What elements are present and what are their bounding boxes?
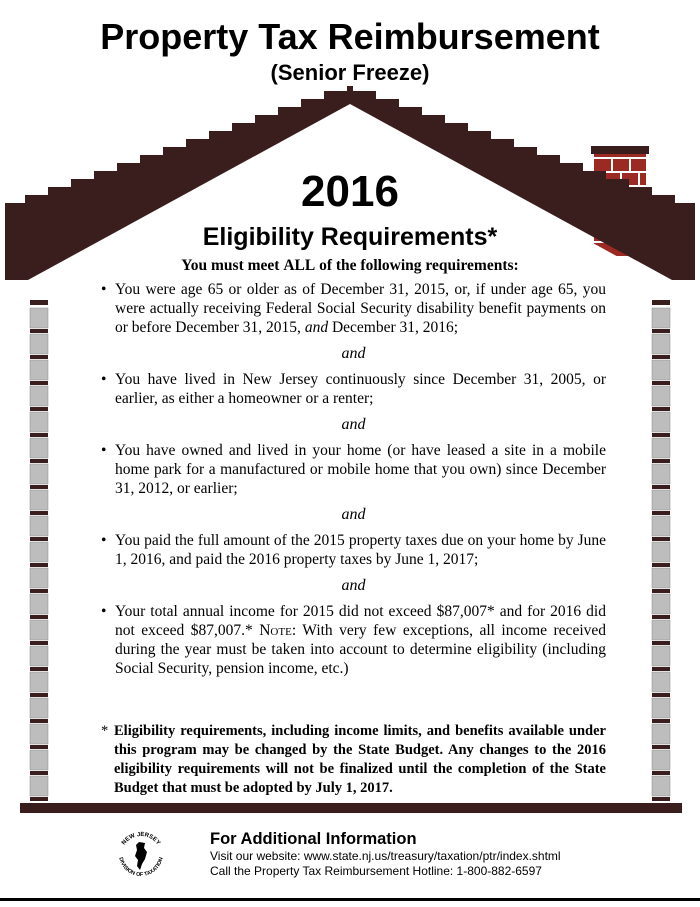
seal-top-text: NEW JERSEY [121, 831, 161, 847]
seal-bottom-text: DIVISION OF TAXATION [117, 856, 165, 879]
new-jersey-icon [135, 842, 147, 870]
requirement-taxes-paid: • You paid the full amount of the 2015 property taxes due on your home by June 1, 2016, and paid the 2016 property taxes by June 1, 2017; [101, 532, 606, 568]
and-separator: and [341, 416, 366, 433]
requirement-income: • Your total annual income for 2015 did not exceed $87,007* and for 2016 did not exceed $87,007.* Note: With very few exceptions, all income received during the year must be taken into account to determine eligibility (including Social Security, pension income, etc.) [101, 603, 607, 677]
and-separator: and [341, 345, 366, 362]
document-subtitle: (Senior Freeze) [270, 60, 430, 85]
footnote: * Eligibility requirements, including income limits, and benefits available under this program may be changed by the State Budget. Any changes to the 2016 eligibility requirements will not be finalized until the completion of the State Budget that must be adopted by July 1, 2017. [101, 723, 606, 796]
document-title: Property Tax Reimbursement [100, 16, 600, 57]
floor-beam [20, 803, 682, 813]
bottom-rule [0, 898, 700, 901]
requirement-ownership: • You have owned and lived in your home (or have leased a site in a mobile home park for a manufactured or mobile home that you own) since December 31, 2012, or earlier; [101, 442, 606, 497]
and-separator: and [341, 577, 366, 594]
footer-info [210, 829, 561, 879]
tax-year: 2016 [301, 167, 399, 216]
requirement-residency: • You have lived in New Jersey continuously since December 31, 2005, or earlier, as either a homeowner or a renter; [101, 371, 606, 407]
and-separator: and [341, 506, 366, 523]
requirements-intro: You must meet ALL of the following requirements: [181, 257, 519, 274]
requirements-list [101, 280, 606, 678]
footer-title: For Additional Information [210, 830, 417, 848]
nj-division-of-taxation-seal [112, 826, 170, 884]
requirement-age: • You were age 65 or older as of December 31, 2015, or, if under age 65, you were actually receiving Federal Social Security disability benefit payments on or before December 31, 2015, and December 31, 2016; [101, 281, 606, 336]
hotline-line: Call the Property Tax Reimbursement Hotline: 1-800-882-6597 [210, 864, 542, 878]
eligibility-heading: Eligibility Requirements* [202, 223, 498, 251]
website-line: Visit our website: www.state.nj.us/treasury/taxation/ptr/index.shtml [210, 849, 561, 863]
